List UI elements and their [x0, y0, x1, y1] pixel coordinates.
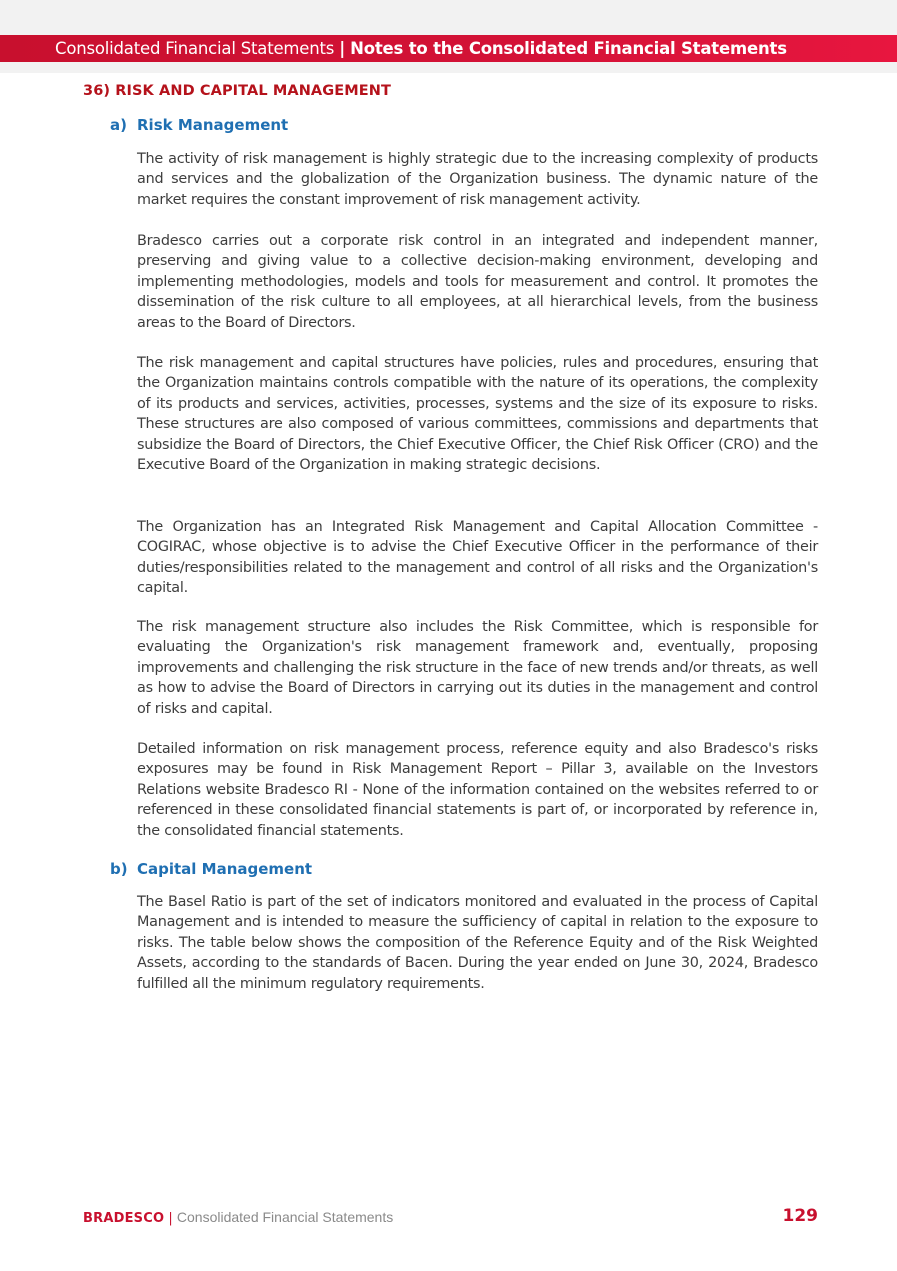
subsection-title: Capital Management — [137, 860, 313, 878]
paragraph: The Basel Ratio is part of the set of indicators monitored and evaluated in the process of Capital Management and is intended to measure the sufficiency of capital in relation to the exposure to risks. The table below shows the composition of the Reference Equity and of the Risk Weighted Assets, according to the standards of Bacen. During the year ended on June 30, 2024, Bradesco fulfilled all the minimum regulatory requirements. — [137, 894, 818, 992]
footer-brand-name: BRADESCO — [83, 1211, 165, 1226]
paragraph: Detailed information on risk management process, reference equity and also Bradesco's risks exposures may be found in Risk Management Report – Pillar 3, available on the Investors Relations website Bradesco RI - None of the information contained on the websites referred to or referenced in these consolidated financial statements is part of, or incorporated by reference in, the consolidated financial statements. — [137, 741, 818, 839]
subsection-letter: b) — [110, 860, 128, 878]
footer-separator: | — [168, 1211, 173, 1226]
paragraph: The activity of risk management is highly strategic due to the increasing complexity of products and services and the globalization of the Organization business. The dynamic nature of the market requires the constant improvement of risk management activity. — [137, 151, 818, 208]
subsection-title: Risk Management — [137, 116, 289, 134]
subsection-heading-risk-management — [110, 116, 288, 134]
paragraph: The risk management and capital structures have policies, rules and procedures, ensuring that the Organization maintains controls compatible with the nature of its operations, the complexity of its products and services, activities, processes, systems and the size of its exposure to risks. These structures are also composed of various committees, commissions and departments that subsidize the Board of Directors, the Chief Executive Officer, the Chief Risk Officer (CRO) and the Executive Board of the Organization in making strategic decisions. — [137, 355, 818, 474]
page-number: 129 — [782, 1206, 818, 1226]
paragraph: The Organization has an Integrated Risk Management and Capital Allocation Committee - COGIRAC, whose objective is to advise the Chief Executive Officer in the performance of their duties/responsibilities related to the management and control of all risks and the Organization's capital. — [137, 519, 818, 597]
top-margin-strip — [0, 0, 897, 35]
paragraph: The risk management structure also includes the Risk Committee, which is responsible for evaluating the Organization's risk management framework and, eventually, proposing improvements and challenging the risk structure in the face of new trends and/or threats, as well as how to advise the Board of Directors in carrying out its duties in the management and control of risks and capital. — [137, 619, 818, 717]
header-section-title: Notes to the Consolidated Financial Statements — [350, 39, 787, 58]
subsection-heading-capital-management — [110, 860, 312, 878]
header-separator: | — [339, 39, 346, 58]
header-doc-title: Consolidated Financial Statements — [55, 39, 335, 58]
header-under-strip — [0, 62, 897, 73]
paragraph: Bradesco carries out a corporate risk control in an integrated and independent manner, preserving and giving value to a collective decision-making environment, developing and implementing methodologies, models and tools for measurement and control. It promotes the dissemination of the risk culture to all employees, at all hierarchical levels, from the business areas to the Board of Directors. — [137, 233, 818, 331]
subsection-letter: a) — [110, 116, 127, 134]
footer-doc-title: Consolidated Financial Statements — [176, 1209, 394, 1225]
page-header-band — [0, 35, 897, 62]
footer-brand — [83, 1209, 393, 1226]
section-title: 36) RISK AND CAPITAL MANAGEMENT — [83, 83, 392, 99]
